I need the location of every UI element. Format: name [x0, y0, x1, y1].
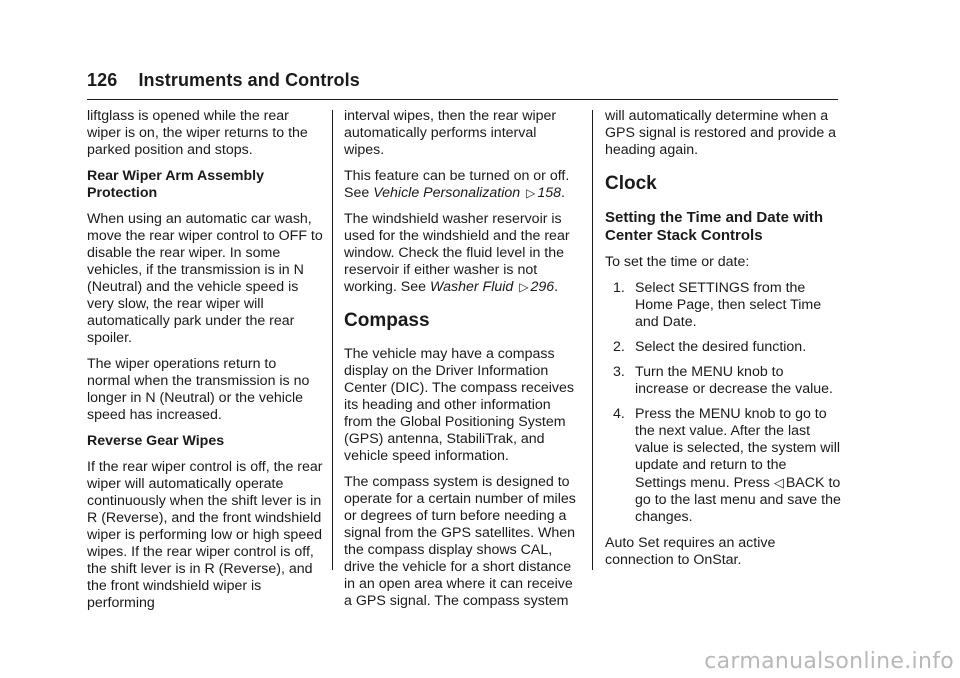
page-number: 126 [87, 70, 118, 90]
list-item: 2. Select the desired function. [613, 339, 807, 355]
paragraph: The wiper operations return to normal when the transmission is no longer in N (Neutral) or the vehicle speed has increased. [87, 356, 310, 423]
paragraph: The compass system is designed to operate for a certain number of miles or degrees of turn before needing a signal from the GPS satellites. When the compass display shows CAL, drive the vehicle for a short distance in an open area where it can receive a GPS signal. The compass system [344, 474, 576, 609]
page-reference-arrow-icon: ▷ [519, 280, 529, 294]
reference-page-number[interactable]: 296 [530, 279, 555, 295]
paragraph: Auto Set requires an active connection to OnStar. [605, 535, 776, 568]
paragraph: This feature can be turned on or off. See Vehicle Personalization ▷ 158. [344, 168, 570, 201]
paragraph: If the rear wiper control is off, the rear wiper will automatically operate continuously when the shift lever is in R (Reverse), and the front windshield wiper is performing low or high speed wipes. If the rear wiper control is off, the shift lever is in R (Reverse), and the front windshield wiper is performing [87, 459, 323, 611]
column-divider-2 [592, 110, 593, 570]
paragraph: To set the time or date: [605, 254, 750, 270]
list-item: 1. Select SETTINGS from the Home Page, then select Time and Date. [613, 280, 822, 330]
paragraph: The windshield washer reservoir is used for the windshield and the rear window. Check the fluid level in the reservoir if either washer is not working. See Washer Fluid ▷ 296. [344, 211, 570, 295]
subheading-rear-wiper-arm: Rear Wiper Arm Assembly Protection [87, 168, 265, 201]
list-item: 3. Turn the MENU knob to increase or decrease the value. [613, 364, 833, 397]
steps-list [605, 280, 841, 526]
list-item: 4. Press the MENU knob to go to the next value. After the last value is selected, the system will update and return to the Settings menu. Press ◁ BACK to go to the last menu and save the changes. [613, 406, 841, 525]
column-1 [87, 108, 323, 621]
cross-reference-link[interactable]: Washer Fluid [429, 279, 514, 295]
column-divider-1 [332, 110, 333, 570]
paragraph: interval wipes, then the rear wiper automatically performs interval wipes. [344, 108, 557, 158]
back-triangle-icon: ◁ [773, 475, 784, 490]
page-reference-arrow-icon: ▷ [526, 186, 536, 200]
paragraph: liftglass is opened while the rear wiper is on, the wiper returns to the parked position and stops. [87, 108, 308, 158]
subheading-reverse-gear-wipes: Reverse Gear Wipes [87, 433, 225, 449]
paragraph: The vehicle may have a compass display on the Driver Information Center (DIC). The compass receives its heading and other information from the Global Positioning System (GPS) antenna, StabiliTrak, and vehicle speed information. [344, 346, 574, 464]
watermark-logo: carmanualsonline.info [704, 649, 954, 674]
column-2 [344, 108, 580, 619]
paragraph: When using an automatic car wash, move the rear wiper control to OFF to disable the rear wiper. In some vehicles, if the transmission is in N (Neutral) and the vehicle speed is very slow, the rear wiper will automatically park under the rear spoiler. [87, 211, 323, 346]
page-header [87, 70, 360, 91]
cross-reference-link[interactable]: Vehicle Personalization [373, 185, 521, 201]
reference-page-number[interactable]: 158 [537, 185, 562, 201]
subsection-heading-setting-time: Setting the Time and Date with Center Stack Controls [605, 209, 824, 244]
section-heading-clock: Clock [605, 173, 657, 194]
section-heading-compass: Compass [344, 310, 430, 331]
page-title: Instruments and Controls [138, 70, 360, 90]
back-label: BACK [785, 475, 825, 491]
paragraph: will automatically determine when a GPS signal is restored and provide a heading again. [605, 108, 837, 158]
column-3 [605, 108, 841, 578]
header-rule [87, 99, 838, 100]
